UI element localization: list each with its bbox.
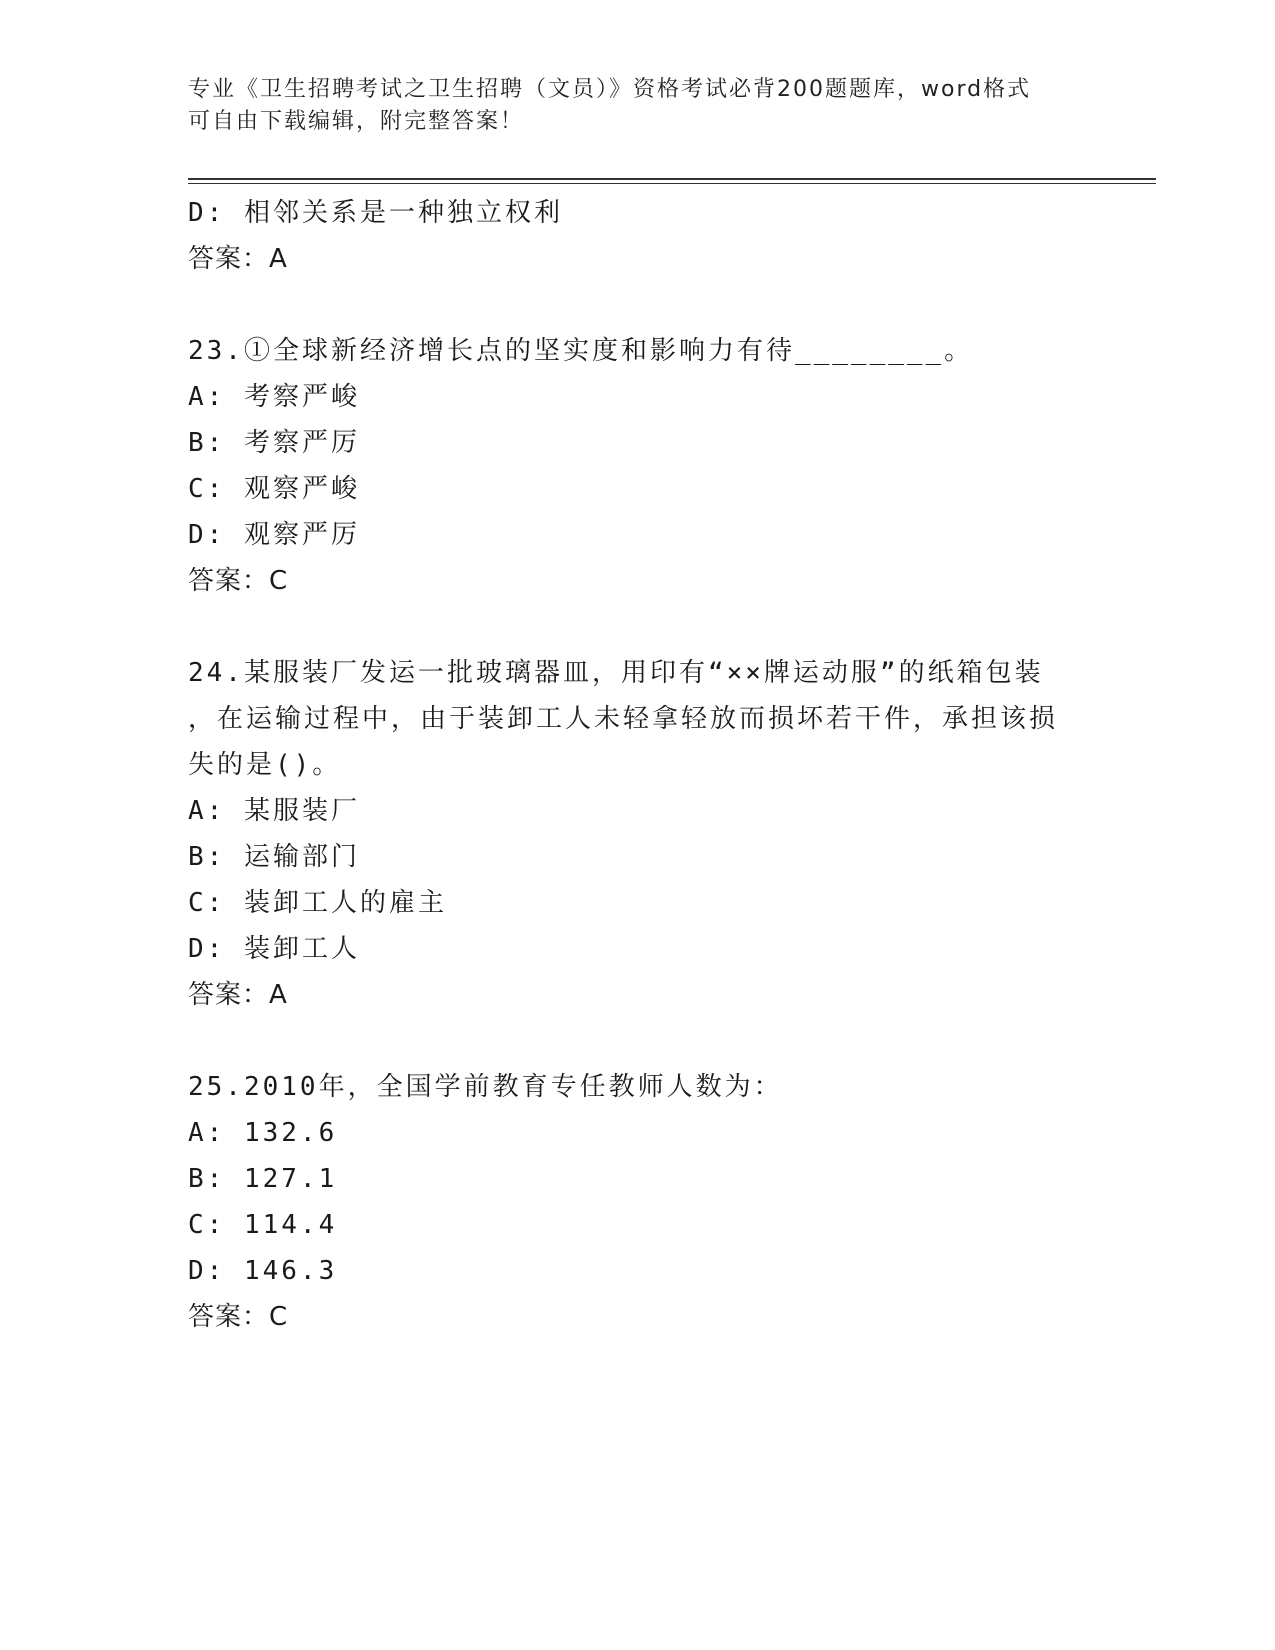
question-block: [188, 328, 1088, 604]
option-line: C: 观察严峻: [188, 474, 360, 504]
answer-line: 答案：C: [188, 1302, 289, 1332]
answer-line: 答案：C: [188, 566, 289, 596]
header-divider-thin: [188, 183, 1156, 184]
option-line: C: 装卸工人的雇主: [188, 888, 447, 918]
answer-line: 答案：A: [188, 244, 288, 274]
option-line: B: 运输部门: [188, 842, 360, 872]
question-text: 25.2010年，全国学前教育专任教师人数为：: [188, 1072, 783, 1102]
question-text: 24.某服装厂发运一批玻璃器皿，用印有“××牌运动服”的纸箱包装: [188, 658, 1044, 688]
answer-line: 答案：A: [188, 980, 288, 1010]
question-block: [188, 1064, 1088, 1340]
option-line: D: 相邻关系是一种独立权利: [188, 198, 563, 228]
option-line: C: 114.4: [188, 1210, 338, 1240]
header-title-line-1: 专业《卫生招聘考试之卫生招聘（文员）》资格考试必背200题题库，word格式: [188, 77, 1032, 102]
option-line: B: 考察严厉: [188, 428, 360, 458]
question-list: [188, 190, 1088, 1340]
option-line: D: 观察严厉: [188, 520, 360, 550]
option-line: A: 132.6: [188, 1118, 338, 1148]
document-header: [188, 74, 1068, 138]
header-divider-thick: [188, 178, 1156, 180]
option-line: D: 146.3: [188, 1256, 338, 1286]
option-line: D: 装卸工人: [188, 934, 360, 964]
header-title-line-2: 可自由下载编辑，附完整答案！: [188, 109, 525, 134]
question-block: [188, 190, 1088, 282]
question-block: [188, 650, 1088, 1018]
option-line: A: 某服装厂: [188, 796, 360, 826]
option-line: B: 127.1: [188, 1164, 338, 1194]
option-line: A: 考察严峻: [188, 382, 360, 412]
question-text: 23.①全球新经济增长点的坚实度和影响力有待________。: [188, 336, 974, 366]
question-text: 失的是()。: [188, 750, 342, 780]
question-text: ，在运输过程中，由于装卸工人未轻拿轻放而损坏若干件，承担该损: [188, 704, 1059, 734]
